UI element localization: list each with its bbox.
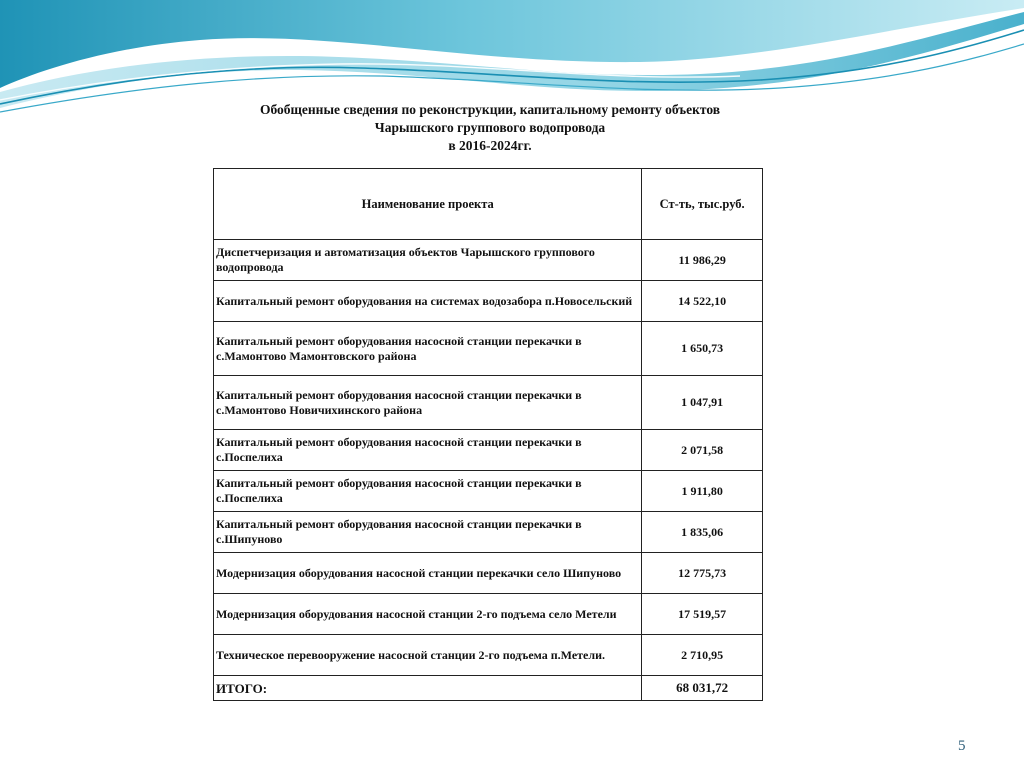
table-header-row xyxy=(214,169,763,240)
total-label: ИТОГО: xyxy=(214,676,642,701)
table-row xyxy=(214,376,763,430)
project-cost: 12 775,73 xyxy=(642,553,763,594)
page-number: 5 xyxy=(958,738,966,754)
project-name: Капитальный ремонт оборудования насосной станции перекачки в с.Поспелиха xyxy=(214,471,642,512)
page-title xyxy=(200,101,780,155)
project-cost: 1 650,73 xyxy=(642,322,763,376)
table-row xyxy=(214,240,763,281)
table-row xyxy=(214,322,763,376)
table-row xyxy=(214,512,763,553)
title-line-3: в 2016-2024гг. xyxy=(448,138,532,153)
table-row xyxy=(214,594,763,635)
projects-table xyxy=(213,168,763,701)
header-project-name: Наименование проекта xyxy=(214,169,642,240)
project-name: Капитальный ремонт оборудования насосной станции перекачки в с.Шипуново xyxy=(214,512,642,553)
project-name: Модернизация оборудования насосной станции перекачки село Шипуново xyxy=(214,553,642,594)
project-cost: 14 522,10 xyxy=(642,281,763,322)
table-total-row xyxy=(214,676,763,701)
header-cost: Ст-ть, тыс.руб. xyxy=(642,169,763,240)
project-name: Капитальный ремонт оборудования насосной станции перекачки в с.Мамонтово Новичихинского района xyxy=(214,376,642,430)
project-cost: 2 710,95 xyxy=(642,635,763,676)
total-value: 68 031,72 xyxy=(642,676,763,701)
project-name: Модернизация оборудования насосной станции 2-го подъема село Метели xyxy=(214,594,642,635)
project-name: Капитальный ремонт оборудования насосной станции перекачки в с.Мамонтово Мамонтовского района xyxy=(214,322,642,376)
project-cost: 17 519,57 xyxy=(642,594,763,635)
project-cost: 1 047,91 xyxy=(642,376,763,430)
project-cost: 2 071,58 xyxy=(642,430,763,471)
project-name: Капитальный ремонт оборудования насосной станции перекачки в с.Поспелиха xyxy=(214,430,642,471)
project-cost: 11 986,29 xyxy=(642,240,763,281)
table-row xyxy=(214,635,763,676)
title-line-1: Обобщенные сведения по реконструкции, капитальному ремонту объектов xyxy=(259,102,721,117)
project-name: Техническое перевооружение насосной станции 2-го подъема п.Метели. xyxy=(214,635,642,676)
table-row xyxy=(214,471,763,512)
project-name: Диспетчеризация и автоматизация объектов Чарышского группового водопровода xyxy=(214,240,642,281)
table-row xyxy=(214,281,763,322)
title-line-2: Чарышского группового водопровода xyxy=(374,120,606,135)
table-row xyxy=(214,553,763,594)
project-name: Капитальный ремонт оборудования на системах водозабора п.Новосельский xyxy=(214,281,642,322)
table-row xyxy=(214,430,763,471)
project-cost: 1 911,80 xyxy=(642,471,763,512)
project-cost: 1 835,06 xyxy=(642,512,763,553)
